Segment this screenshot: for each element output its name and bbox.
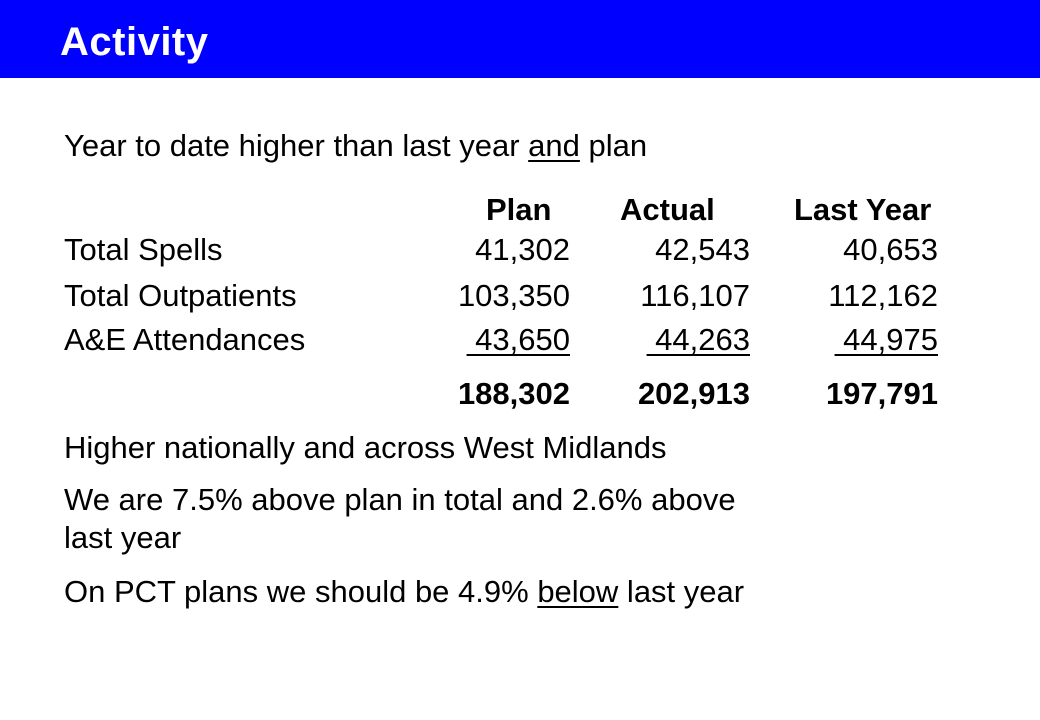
row-label-ae-attendances: A&E Attendances [64, 322, 306, 357]
text-nationally: Higher nationally and across West Midlands [64, 430, 667, 465]
intro-text-after: plan [579, 128, 648, 163]
cell-outpatients-plan: 103,350 [457, 278, 570, 313]
cell-spells-actual: 42,543 [646, 232, 750, 267]
cell-ae-plan: 43,650 [466, 322, 570, 357]
text-pct-plans [64, 576, 744, 607]
cell-spells-plan: 41,302 [466, 232, 570, 267]
intro-text-before: Year to date higher than last year [64, 128, 529, 163]
header-plan: Plan [486, 192, 552, 227]
pct-text-after: last year [618, 574, 745, 609]
pct-emphasis: below [537, 574, 619, 609]
total-last-year: 197,791 [825, 376, 938, 411]
header-last-year: Last Year [794, 192, 932, 227]
cell-ae-last-year: 44,975 [834, 322, 938, 357]
title-bar [0, 0, 1040, 78]
total-actual: 202,913 [637, 376, 750, 411]
header-actual: Actual [620, 192, 715, 227]
cell-spells-last-year: 40,653 [834, 232, 938, 267]
cell-ae-actual: 44,263 [646, 322, 750, 357]
pct-text-before: On PCT plans we should be 4.9% [64, 574, 538, 609]
total-plan: 188,302 [457, 376, 570, 411]
intro-line [64, 130, 647, 161]
slide-title: Activity [60, 20, 209, 64]
cell-outpatients-actual: 116,107 [640, 278, 750, 313]
row-label-total-outpatients: Total Outpatients [64, 278, 297, 313]
cell-outpatients-last-year: 112,162 [828, 278, 938, 313]
row-label-total-spells: Total Spells [64, 232, 223, 267]
text-above-plan-line1: We are 7.5% above plan in total and 2.6% above [64, 482, 736, 517]
text-above-plan-line2: last year [64, 520, 182, 555]
intro-emphasis: and [528, 128, 580, 163]
